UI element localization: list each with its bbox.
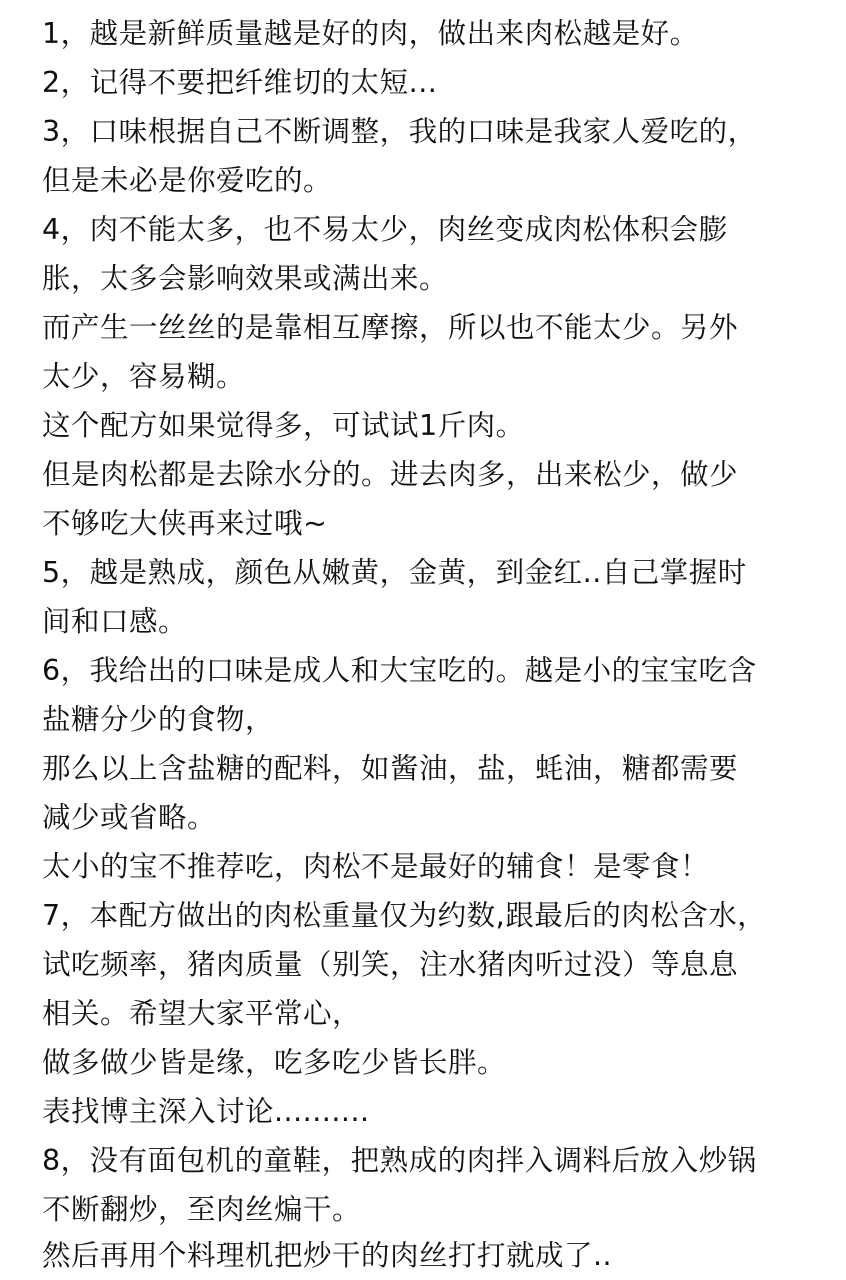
text-line: 间和口感。 (42, 605, 188, 638)
text-line: 1，越是新鲜质量越是好的肉，做出来肉松越是好。 (42, 17, 699, 50)
text-line: 这个配方如果觉得多，可试试1斤肉。 (42, 409, 525, 442)
text-line: 做多做少皆是缘，吃多吃少皆长胖。 (42, 1046, 507, 1079)
text-line: 那么以上含盐糖的配料，如酱油，盐，蚝油，糖都需要 (42, 752, 739, 785)
text-line: 5，越是熟成，颜色从嫩黄，金黄，到金红..自己掌握时 (42, 556, 747, 589)
text-line: 胀，太多会影响效果或满出来。 (42, 262, 449, 295)
text-line: 相关。希望大家平常心， (42, 997, 362, 1030)
text-line: 太少，容易糊。 (42, 360, 246, 393)
text-line: 太小的宝不推荐吃，肉松不是最好的辅食！是零食！ (42, 850, 710, 883)
text-line: 但是未必是你爱吃的。 (42, 164, 333, 197)
text-line: 但是肉松都是去除水分的。进去肉多，出来松少，做少 (42, 458, 739, 491)
text-line: 7，本配方做出的肉松重量仅为约数,跟最后的肉松含水， (42, 899, 767, 932)
text-line: 然后再用个料理机把炒干的肉丝打打就成了.. (42, 1239, 613, 1272)
text-line: 2，记得不要把纤维切的太短... (42, 66, 438, 99)
text-line: 而产生一丝丝的是靠相互摩擦，所以也不能太少。另外 (42, 311, 739, 344)
text-line: 试吃频率，猪肉质量（别笑，注水猪肉听过没）等息息 (42, 948, 739, 981)
text-line: 6，我给出的口味是成人和大宝吃的。越是小的宝宝吃含 (42, 654, 757, 687)
text-line: 不够吃大侠再来过哦~ (42, 507, 328, 540)
text-line: 3，口味根据自己不断调整，我的口味是我家人爱吃的， (42, 115, 757, 148)
text-line: 不断翻炒，至肉丝煸干。 (42, 1193, 362, 1226)
text-line: 4，肉不能太多，也不易太少，肉丝变成肉松体积会膨 (42, 213, 728, 246)
text-line: 表找博主深入讨论.......... (42, 1095, 370, 1128)
text-line: 减少或省略。 (42, 801, 217, 834)
text-line: 8，没有面包机的童鞋，把熟成的肉拌入调料后放入炒锅 (42, 1144, 757, 1177)
text-line: 盐糖分少的食物， (42, 703, 275, 736)
